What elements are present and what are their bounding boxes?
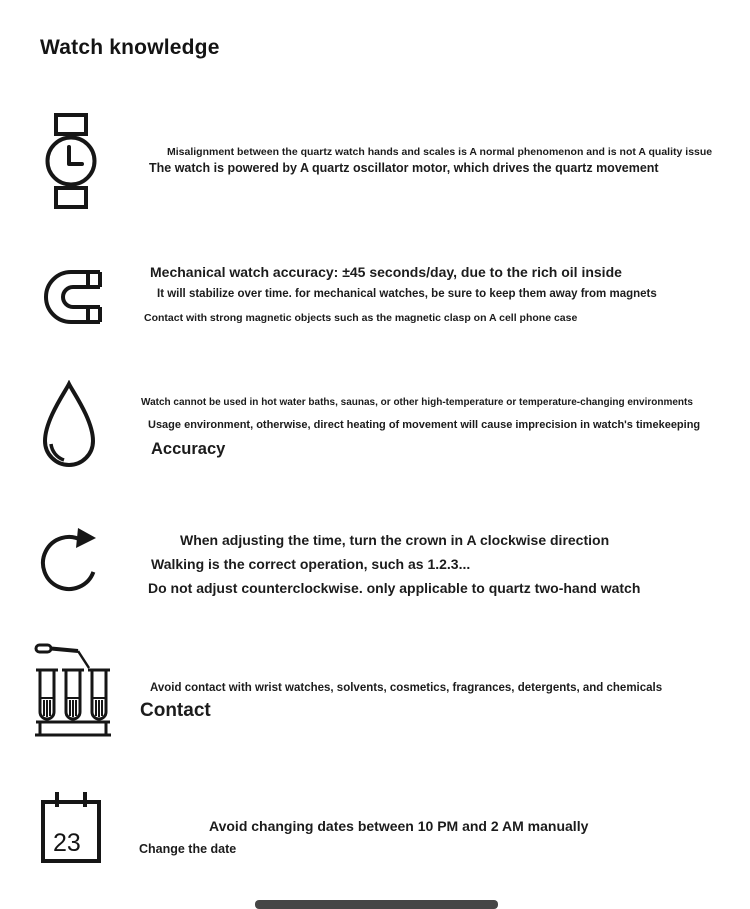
section-5-heading: Contact [140,700,211,721]
section-5-line-1: Avoid contact with wrist watches, solvents, cosmetics, fragrances, detergents, and chemicals [150,682,663,694]
section-4-line-1: When adjusting the time, turn the crown in A clockwise direction [180,532,610,548]
section-2-line-3: Contact with strong magnetic objects such as the magnetic clasp on A cell phone case [144,312,578,324]
section-4-line-3: Do not adjust counterclockwise. only applicable to quartz two-hand watch [148,580,641,596]
clockwise-arrow-icon [40,521,100,595]
section-6-line-1: Avoid changing dates between 10 PM and 2 AM manually [209,818,589,834]
section-3-line-1: Watch cannot be used in hot water baths, saunas, or other high-temperature or temperature-changing environments [141,397,693,408]
section-1-line-1: Misalignment between the quartz watch hands and scales is A normal phenomenon and is not A quality issue [167,146,713,158]
section-4-line-2: Walking is the correct operation, such as 1.2.3... [151,556,471,572]
calendar-day-number: 23 [53,829,81,857]
footer-bar [255,900,498,909]
section-6-line-2: Change the date [139,842,237,856]
section-3-heading: Accuracy [151,440,226,458]
section-2-line-1: Mechanical watch accuracy: ±45 seconds/day, due to the rich oil inside [150,264,622,280]
section-2-line-2: It will stabilize over time. for mechanical watches, be sure to keep them away from magnets [157,288,657,300]
chemicals-test-tubes-icon [34,642,112,740]
wristwatch-icon [40,112,102,210]
magnet-icon [38,266,104,328]
section-1-line-2: The watch is powered by A quartz oscillator motor, which drives the quartz movement [149,161,659,175]
water-drop-icon [38,380,100,472]
section-3-line-2: Usage environment, otherwise, direct heating of movement will cause imprecision in watch's timekeeping [148,419,701,431]
page-title: Watch knowledge [40,36,220,59]
